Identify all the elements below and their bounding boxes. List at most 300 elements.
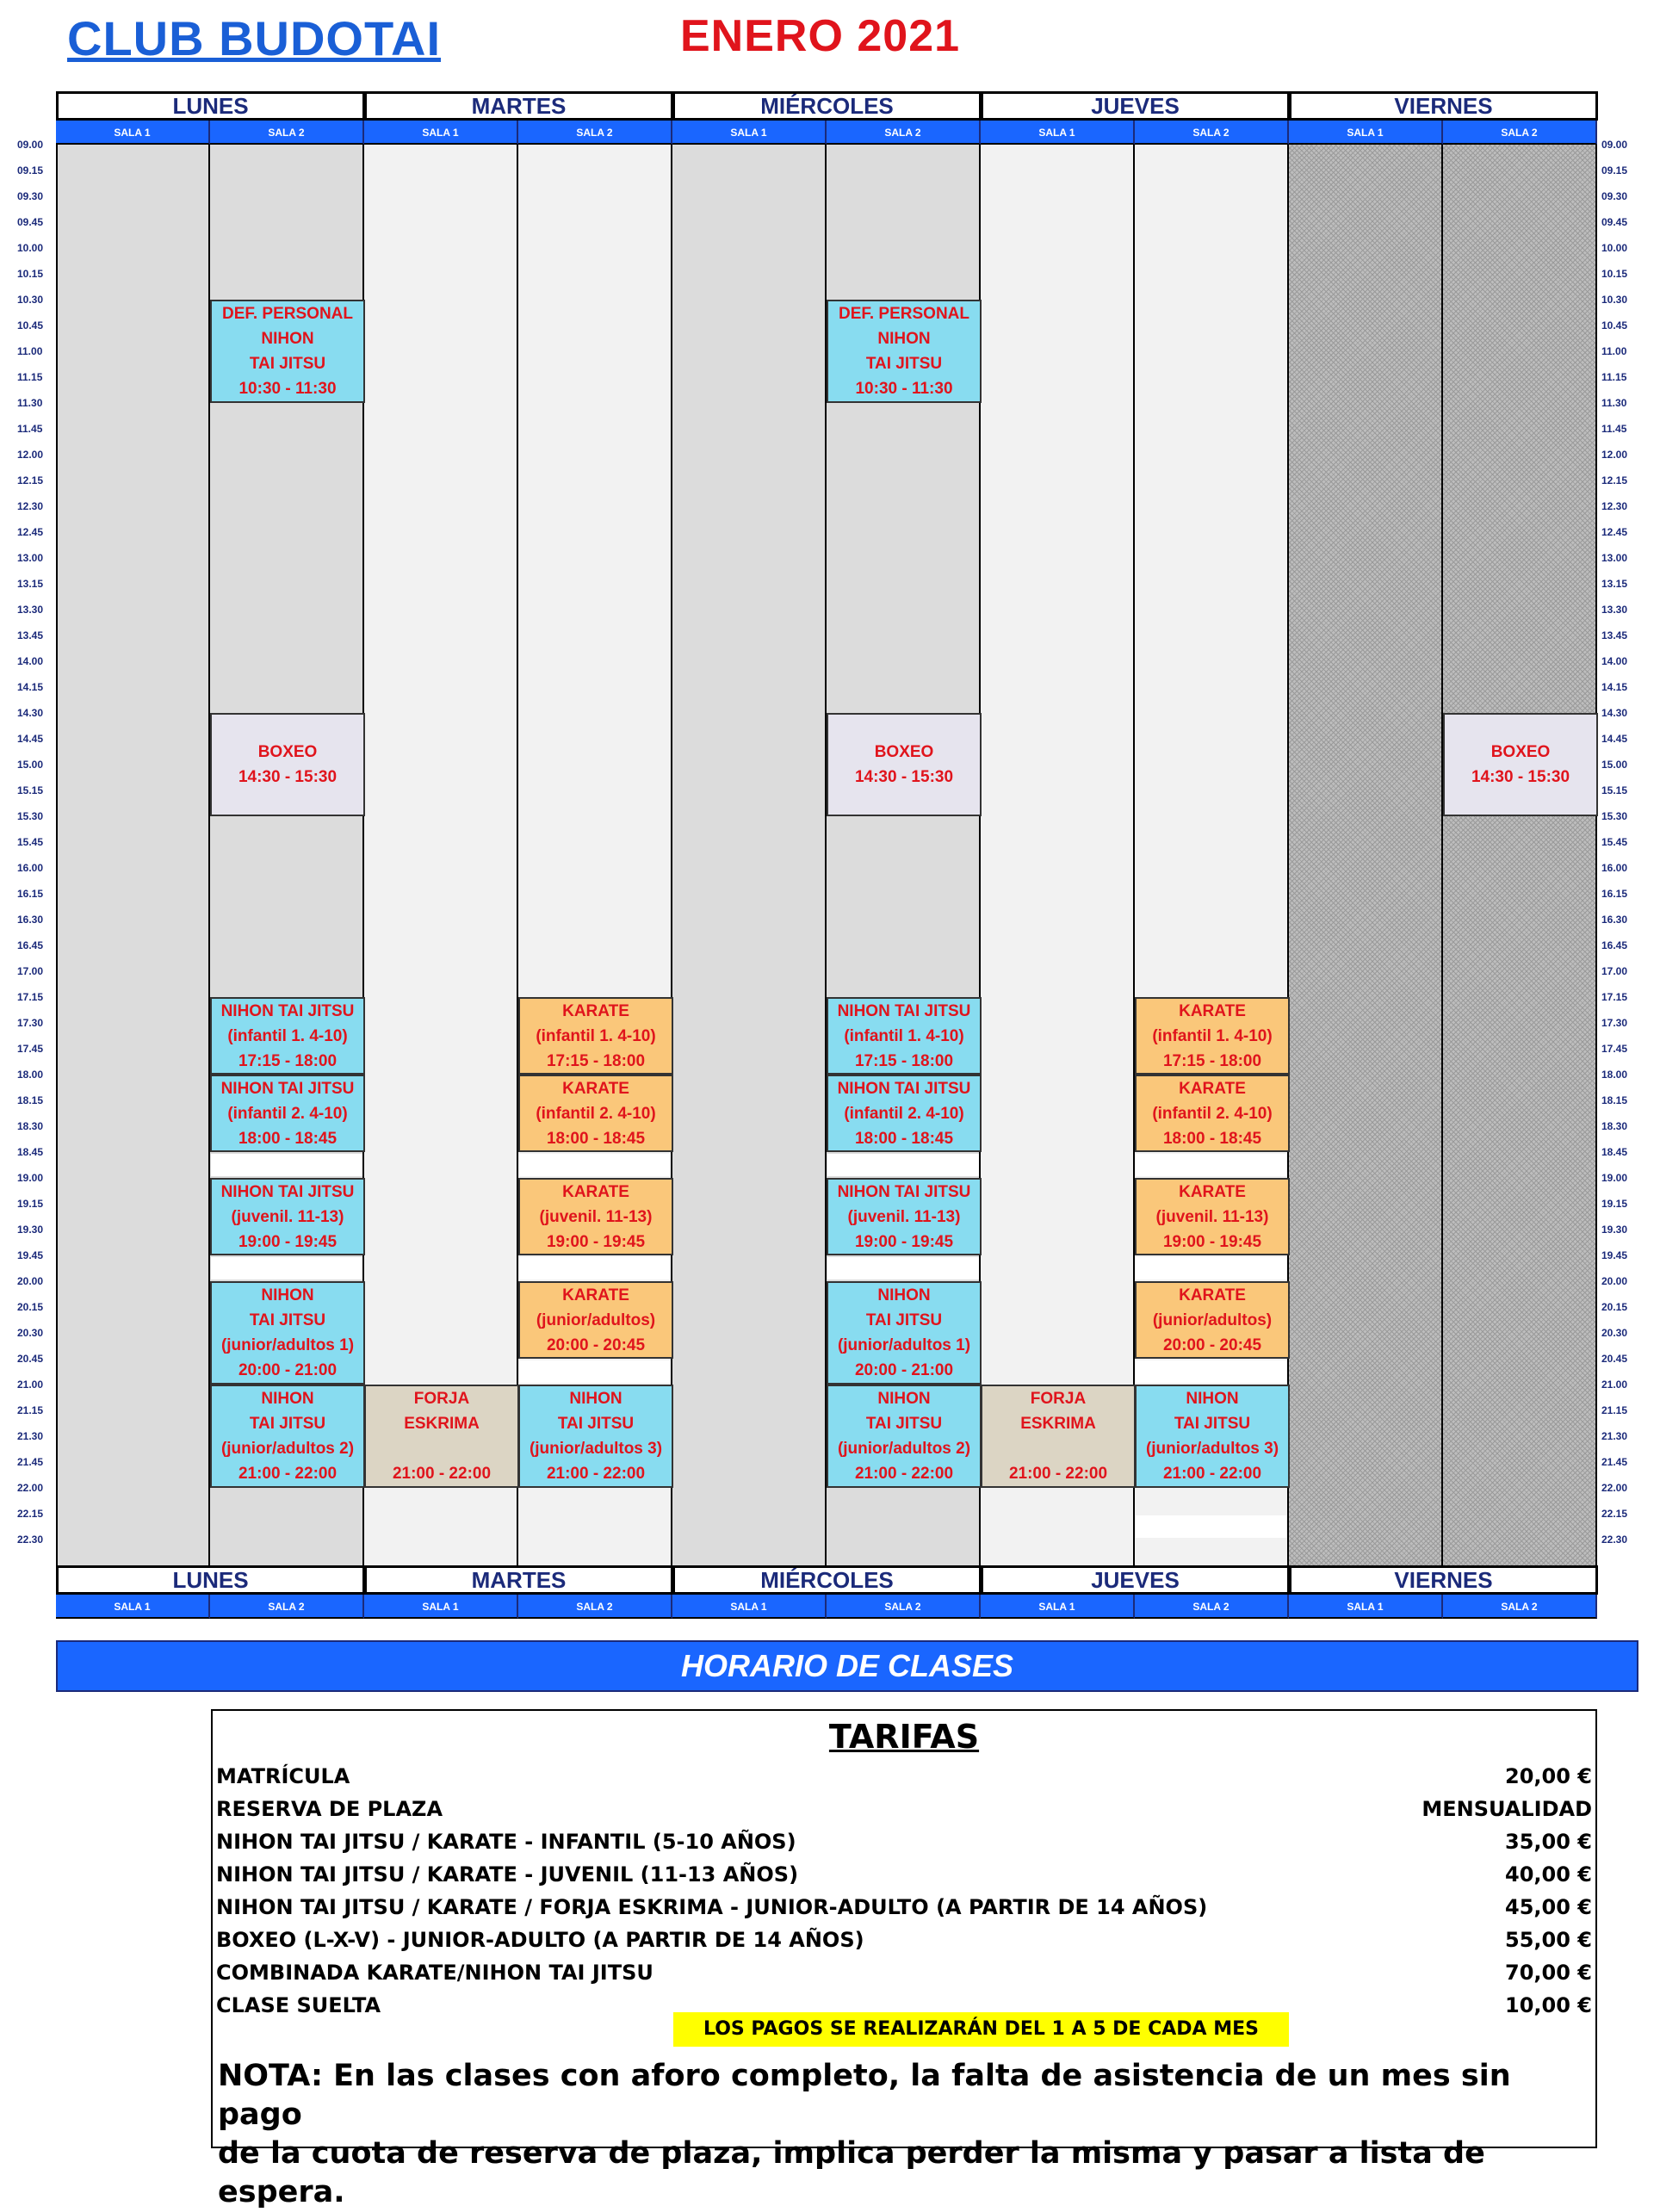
class-line: (infantil 1. 4-10) xyxy=(844,1026,964,1045)
time-label: 11.00 xyxy=(17,345,43,357)
time-label: 09.30 xyxy=(17,190,44,202)
time-label: 14.30 xyxy=(17,707,44,719)
class-line: 21:00 - 22:00 xyxy=(238,1465,338,1483)
class-line: NIHON TAI JITSU xyxy=(837,1001,971,1020)
class-block[interactable] xyxy=(210,713,365,816)
tarifa-label: RESERVA DE PLAZA xyxy=(216,1797,443,1821)
nota-line: de la cuota de reserva de plaza, implica perder la misma y pasar a lista de espera. xyxy=(218,2136,1485,2209)
schedule-column xyxy=(672,145,827,1565)
class-line: 18:00 - 18:45 xyxy=(546,1129,646,1148)
time-label: 12.00 xyxy=(1601,449,1628,461)
time-label: 15.00 xyxy=(1601,759,1628,771)
class-line: (junior/adultos 1) xyxy=(837,1336,971,1354)
class-block[interactable] xyxy=(518,1178,673,1255)
time-label: 18.45 xyxy=(1601,1146,1628,1158)
tarifa-price: 10,00 € xyxy=(1505,1993,1592,2017)
time-label: 13.00 xyxy=(17,552,44,564)
time-label: 13.00 xyxy=(1601,552,1628,564)
class-line: 21:00 - 22:00 xyxy=(546,1465,646,1483)
day-header-bottom: JUEVES xyxy=(981,1565,1290,1595)
sala-header: SALA 1 xyxy=(672,121,827,145)
tarifa-price: MENSUALIDAD xyxy=(1422,1797,1592,1821)
class-block[interactable] xyxy=(210,1385,365,1488)
time-label: 18.00 xyxy=(17,1069,44,1081)
class-line: (juvenil. 11-13) xyxy=(539,1207,653,1226)
time-label: 21.15 xyxy=(17,1404,44,1416)
class-block[interactable] xyxy=(827,713,982,816)
time-label: 20.00 xyxy=(1601,1275,1628,1287)
tarifa-row xyxy=(216,1895,1592,1926)
class-line: NIHON TAI JITSU xyxy=(220,1182,355,1201)
class-line: 10:30 - 11:30 xyxy=(855,380,953,398)
sala-header: SALA 1 xyxy=(1289,1595,1443,1619)
time-label: 14.45 xyxy=(17,733,44,745)
time-label: 17.15 xyxy=(17,991,44,1003)
tarifa-row xyxy=(216,1830,1592,1861)
sala-header: SALA 2 xyxy=(827,121,981,145)
tarifa-price: 35,00 € xyxy=(1505,1830,1592,1854)
class-line: 19:00 - 19:45 xyxy=(854,1232,954,1251)
empty-slot xyxy=(519,1257,671,1279)
day-header-bottom: MIÉRCOLES xyxy=(672,1565,982,1595)
time-label: 20.45 xyxy=(17,1353,44,1365)
sala-header: SALA 2 xyxy=(518,1595,672,1619)
class-line: KARATE xyxy=(562,1001,629,1020)
tarifa-label: CLASE SUELTA xyxy=(216,1993,381,2017)
class-block[interactable] xyxy=(210,1281,365,1385)
class-line: 17:15 - 18:00 xyxy=(1162,1051,1262,1070)
class-line: 18:00 - 18:45 xyxy=(854,1129,954,1148)
class-line: NIHON xyxy=(877,330,931,348)
time-label: 20.15 xyxy=(17,1301,44,1313)
time-label: 10.00 xyxy=(1601,242,1628,254)
time-label: 16.45 xyxy=(1601,939,1628,951)
class-line: 18:00 - 18:45 xyxy=(238,1129,338,1148)
class-line: TAI JITSU xyxy=(1174,1415,1251,1433)
time-label: 22.15 xyxy=(1601,1508,1628,1520)
schedule-column xyxy=(56,145,210,1565)
day-header: LUNES xyxy=(56,91,365,121)
sala-header: SALA 2 xyxy=(1135,121,1289,145)
nota-text xyxy=(218,2057,1595,2212)
time-label: 20.30 xyxy=(1601,1327,1628,1339)
empty-slot xyxy=(519,1154,671,1176)
day-header-bottom: LUNES xyxy=(56,1565,365,1595)
time-label: 16.00 xyxy=(17,862,44,874)
sala-header: SALA 2 xyxy=(210,121,364,145)
time-label: 18.15 xyxy=(17,1094,44,1106)
tarifa-row xyxy=(216,1961,1592,1992)
empty-slot xyxy=(827,1154,979,1176)
schedule-grid xyxy=(17,91,1628,1626)
class-line: FORJA xyxy=(413,1390,470,1408)
class-line: NIHON TAI JITSU xyxy=(837,1079,971,1098)
class-line: NIHON xyxy=(261,1390,314,1408)
time-label: 11.15 xyxy=(17,371,43,383)
time-label: 12.15 xyxy=(17,474,44,486)
class-line: (infantil 2. 4-10) xyxy=(536,1104,656,1123)
class-line: 17:15 - 18:00 xyxy=(238,1051,338,1070)
schedule-column xyxy=(1443,145,1597,1565)
time-label: 13.15 xyxy=(17,578,44,590)
class-block[interactable] xyxy=(1135,1385,1290,1488)
class-line: 14:30 - 15:30 xyxy=(238,768,338,786)
class-line: 10:30 - 11:30 xyxy=(238,380,337,398)
class-line: KARATE xyxy=(562,1079,629,1098)
sala-header: SALA 1 xyxy=(56,121,210,145)
class-line: DEF. PERSONAL xyxy=(838,305,970,323)
time-label: 11.45 xyxy=(17,423,43,435)
class-line: ESKRIMA xyxy=(404,1415,480,1433)
class-line: NIHON xyxy=(261,330,314,348)
class-block[interactable] xyxy=(1135,1075,1290,1152)
time-label: 09.15 xyxy=(17,164,44,177)
time-label: 17.45 xyxy=(17,1043,44,1055)
time-label: 10.45 xyxy=(1601,319,1628,331)
tarifa-price: 20,00 € xyxy=(1505,1764,1592,1788)
sala-header: SALA 1 xyxy=(981,1595,1135,1619)
club-title: CLUB BUDOTAI xyxy=(67,11,442,65)
class-block[interactable] xyxy=(1135,997,1290,1075)
time-label: 11.30 xyxy=(17,397,43,409)
class-line: (infantil 1. 4-10) xyxy=(227,1026,348,1045)
tarifa-price: 45,00 € xyxy=(1505,1895,1592,1919)
time-label: 21.30 xyxy=(17,1430,44,1442)
time-label: 13.30 xyxy=(1601,604,1628,616)
tarifa-row xyxy=(216,1993,1592,2024)
class-block[interactable] xyxy=(1443,713,1598,816)
class-line: 18:00 - 18:45 xyxy=(1162,1129,1262,1148)
class-block[interactable] xyxy=(827,1075,982,1152)
class-line: NIHON xyxy=(569,1390,622,1408)
time-label: 17.30 xyxy=(17,1017,44,1029)
time-label: 19.30 xyxy=(1601,1224,1628,1236)
class-line: (junior/adultos 3) xyxy=(1145,1440,1279,1458)
tarifa-price: 70,00 € xyxy=(1505,1961,1592,1985)
class-line: TAI JITSU xyxy=(249,1415,326,1433)
class-line: TAI JITSU xyxy=(865,355,943,373)
tarifa-row xyxy=(216,1928,1592,1959)
time-label: 11.45 xyxy=(1601,423,1627,435)
class-line: KARATE xyxy=(1179,1182,1246,1201)
class-block[interactable] xyxy=(827,1281,982,1385)
time-label: 20.30 xyxy=(17,1327,44,1339)
class-line: (junior/adultos) xyxy=(536,1310,656,1329)
time-label: 22.30 xyxy=(17,1534,44,1546)
time-label: 18.15 xyxy=(1601,1094,1628,1106)
class-line: 20:00 - 21:00 xyxy=(854,1361,954,1379)
class-block[interactable] xyxy=(981,1385,1136,1488)
schedule-banner: HORARIO DE CLASES xyxy=(56,1640,1638,1692)
time-label: 12.30 xyxy=(1601,500,1628,512)
class-block[interactable] xyxy=(827,1178,982,1255)
sala-header: SALA 2 xyxy=(827,1595,981,1619)
time-label: 15.30 xyxy=(1601,810,1628,822)
sala-header: SALA 1 xyxy=(56,1595,210,1619)
tarifa-row xyxy=(216,1862,1592,1893)
time-label: 22.00 xyxy=(1601,1482,1628,1494)
empty-slot xyxy=(827,1257,979,1279)
time-label: 18.30 xyxy=(1601,1120,1628,1132)
time-label: 14.00 xyxy=(1601,655,1628,667)
class-line: NIHON TAI JITSU xyxy=(220,1079,355,1098)
time-label: 15.15 xyxy=(1601,784,1628,796)
class-line: 17:15 - 18:00 xyxy=(854,1051,954,1070)
class-line: (juvenil. 11-13) xyxy=(847,1207,961,1226)
time-label: 09.30 xyxy=(1601,190,1628,202)
time-label: 22.30 xyxy=(1601,1534,1628,1546)
class-line: DEF. PERSONAL xyxy=(221,305,354,323)
time-label: 10.15 xyxy=(17,268,44,280)
class-line: 21:00 - 22:00 xyxy=(392,1465,492,1483)
time-label: 20.15 xyxy=(1601,1301,1628,1313)
class-line: BOXEO xyxy=(874,743,934,761)
sala-header: SALA 1 xyxy=(672,1595,827,1619)
time-label: 14.00 xyxy=(17,655,44,667)
tarifa-row xyxy=(216,1797,1592,1828)
tarifa-label: NIHON TAI JITSU / KARATE / FORJA ESKRIMA - JUNIOR-ADULTO (A PARTIR DE 14 AÑOS) xyxy=(216,1895,1208,1919)
class-line: 14:30 - 15:30 xyxy=(1471,768,1570,786)
time-label: 17.00 xyxy=(1601,965,1628,977)
time-label: 16.00 xyxy=(1601,862,1628,874)
class-block[interactable] xyxy=(1135,1178,1290,1255)
sala-header: SALA 1 xyxy=(364,1595,518,1619)
time-label: 18.00 xyxy=(1601,1069,1628,1081)
time-label: 21.30 xyxy=(1601,1430,1628,1442)
time-label: 09.45 xyxy=(1601,216,1628,228)
class-line xyxy=(366,1436,517,1461)
class-line: (junior/adultos 2) xyxy=(220,1440,355,1458)
class-line: 19:00 - 19:45 xyxy=(546,1232,646,1251)
time-label: 21.15 xyxy=(1601,1404,1628,1416)
class-line: (juvenil. 11-13) xyxy=(231,1207,344,1226)
class-line xyxy=(982,1436,1134,1461)
time-label: 14.30 xyxy=(1601,707,1628,719)
time-label: 21.45 xyxy=(1601,1456,1628,1468)
class-line: NIHON TAI JITSU xyxy=(220,1001,355,1020)
time-label: 19.15 xyxy=(1601,1198,1628,1210)
sala-header: SALA 2 xyxy=(1443,121,1597,145)
class-line: (junior/adultos 1) xyxy=(220,1336,355,1354)
class-line: 19:00 - 19:45 xyxy=(238,1232,338,1251)
time-label: 10.15 xyxy=(1601,268,1628,280)
time-label: 19.00 xyxy=(17,1172,44,1184)
class-line: TAI JITSU xyxy=(249,355,326,373)
time-label: 10.45 xyxy=(17,319,44,331)
time-label: 09.45 xyxy=(17,216,44,228)
time-label: 12.45 xyxy=(17,526,44,538)
class-line: (infantil 2. 4-10) xyxy=(844,1104,964,1123)
time-label: 22.15 xyxy=(17,1508,44,1520)
class-line: 21:00 - 22:00 xyxy=(1008,1465,1108,1483)
empty-slot xyxy=(1136,1515,1287,1538)
time-label: 20.00 xyxy=(17,1275,44,1287)
schedule-column xyxy=(1289,145,1443,1565)
class-line: ESKRIMA xyxy=(1020,1415,1096,1433)
time-label: 11.00 xyxy=(1601,345,1627,357)
time-label: 21.45 xyxy=(17,1456,44,1468)
time-label: 09.00 xyxy=(1601,139,1628,151)
tarifa-price: 40,00 € xyxy=(1505,1862,1592,1887)
time-label: 21.00 xyxy=(17,1379,44,1391)
class-line: 20:00 - 20:45 xyxy=(546,1335,646,1354)
class-line: (infantil 1. 4-10) xyxy=(1152,1026,1273,1045)
time-label: 17.45 xyxy=(1601,1043,1628,1055)
time-label: 14.45 xyxy=(1601,733,1628,745)
class-line: 17:15 - 18:00 xyxy=(546,1051,646,1070)
day-header: VIERNES xyxy=(1289,91,1598,121)
class-line: TAI JITSU xyxy=(557,1415,635,1433)
class-line: KARATE xyxy=(1179,1079,1246,1098)
class-line: 14:30 - 15:30 xyxy=(854,768,954,786)
empty-slot xyxy=(1136,1154,1287,1176)
tarifas-panel xyxy=(211,1709,1597,2209)
class-line: (junior/adultos 3) xyxy=(529,1440,663,1458)
class-line: 20:00 - 21:00 xyxy=(238,1361,338,1379)
class-line: NIHON xyxy=(877,1390,931,1408)
time-label: 19.15 xyxy=(17,1198,44,1210)
tarifas-title: TARIFAS xyxy=(828,1718,980,1756)
class-block[interactable] xyxy=(518,1281,673,1359)
day-header: MARTES xyxy=(364,91,673,121)
class-block[interactable] xyxy=(1135,1281,1290,1359)
time-label: 12.00 xyxy=(17,449,44,461)
class-block[interactable] xyxy=(518,997,673,1075)
empty-slot xyxy=(1136,1257,1287,1279)
time-label: 12.30 xyxy=(17,500,44,512)
time-label: 19.45 xyxy=(1601,1249,1628,1261)
time-label: 19.45 xyxy=(17,1249,44,1261)
time-label: 19.00 xyxy=(1601,1172,1628,1184)
time-label: 12.45 xyxy=(1601,526,1628,538)
time-label: 18.45 xyxy=(17,1146,44,1158)
empty-slot xyxy=(211,1154,362,1176)
class-block[interactable] xyxy=(210,1075,365,1152)
time-label: 09.15 xyxy=(1601,164,1628,177)
class-line: NIHON xyxy=(877,1286,931,1304)
time-label: 15.30 xyxy=(17,810,44,822)
class-line: TAI JITSU xyxy=(865,1415,943,1433)
nota-line: NOTA: En las clases con aforo completo, la falta de asistencia de un mes sin pago xyxy=(218,2059,1511,2132)
time-label: 19.30 xyxy=(17,1224,44,1236)
time-label: 10.30 xyxy=(17,294,44,306)
class-block[interactable] xyxy=(827,300,982,403)
tarifa-label: NIHON TAI JITSU / KARATE - INFANTIL (5-10 AÑOS) xyxy=(216,1830,796,1854)
class-line: KARATE xyxy=(1179,1001,1246,1020)
time-label: 16.45 xyxy=(17,939,44,951)
time-label: 17.00 xyxy=(17,965,44,977)
class-line: TAI JITSU xyxy=(865,1311,943,1329)
class-block[interactable] xyxy=(210,300,365,403)
time-label: 17.15 xyxy=(1601,991,1628,1003)
class-block[interactable] xyxy=(827,997,982,1075)
time-label: 20.45 xyxy=(1601,1353,1628,1365)
class-line: (juvenil. 11-13) xyxy=(1155,1207,1269,1226)
time-label: 11.30 xyxy=(1601,397,1627,409)
class-line: BOXEO xyxy=(1490,743,1551,761)
time-label: 09.00 xyxy=(17,139,44,151)
time-label: 16.15 xyxy=(17,888,44,900)
sala-header: SALA 2 xyxy=(518,121,672,145)
tarifa-label: BOXEO (L-X-V) - JUNIOR-ADULTO (A PARTIR DE 14 AÑOS) xyxy=(216,1928,864,1952)
class-line: KARATE xyxy=(562,1286,629,1304)
class-line: FORJA xyxy=(1030,1390,1087,1408)
time-label: 18.30 xyxy=(17,1120,44,1132)
class-line: NIHON xyxy=(261,1286,314,1304)
time-label: 14.15 xyxy=(1601,681,1628,693)
class-block[interactable] xyxy=(364,1385,519,1488)
tarifa-label: NIHON TAI JITSU / KARATE - JUVENIL (11-13 AÑOS) xyxy=(216,1862,799,1887)
tarifa-row xyxy=(216,1764,1592,1795)
empty-slot xyxy=(1136,1360,1287,1383)
class-line: (infantil 1. 4-10) xyxy=(536,1026,656,1045)
sala-header: SALA 2 xyxy=(1443,1595,1597,1619)
class-block[interactable] xyxy=(210,1178,365,1255)
class-line: 21:00 - 22:00 xyxy=(1162,1465,1262,1483)
sala-header: SALA 1 xyxy=(1289,121,1443,145)
time-label: 10.30 xyxy=(1601,294,1628,306)
time-label: 15.45 xyxy=(1601,836,1628,848)
time-label: 11.15 xyxy=(1601,371,1627,383)
class-line: BOXEO xyxy=(257,743,318,761)
time-label: 16.15 xyxy=(1601,888,1628,900)
time-label: 22.00 xyxy=(17,1482,44,1494)
class-line: 19:00 - 19:45 xyxy=(1162,1232,1262,1251)
class-line: TAI JITSU xyxy=(249,1311,326,1329)
schedule-column xyxy=(981,145,1135,1565)
class-block[interactable] xyxy=(827,1385,982,1488)
time-label: 15.15 xyxy=(17,784,44,796)
payment-notice: LOS PAGOS SE REALIZARÁN DEL 1 A 5 DE CADA MES xyxy=(673,2012,1289,2047)
empty-slot xyxy=(519,1360,671,1383)
time-label: 15.00 xyxy=(17,759,44,771)
time-label: 15.45 xyxy=(17,836,44,848)
time-label: 13.15 xyxy=(1601,578,1628,590)
time-label: 13.30 xyxy=(17,604,44,616)
tarifa-price: 55,00 € xyxy=(1505,1928,1592,1952)
class-block[interactable] xyxy=(518,1385,673,1488)
class-line: (infantil 2. 4-10) xyxy=(227,1104,348,1123)
day-header-bottom: VIERNES xyxy=(1289,1565,1598,1595)
sala-header: SALA 2 xyxy=(210,1595,364,1619)
class-line: (junior/adultos) xyxy=(1152,1310,1273,1329)
sala-header: SALA 1 xyxy=(364,121,518,145)
empty-slot xyxy=(211,1257,362,1279)
class-block[interactable] xyxy=(518,1075,673,1152)
class-line: KARATE xyxy=(1179,1286,1246,1304)
time-label: 12.15 xyxy=(1601,474,1628,486)
day-header-bottom: MARTES xyxy=(364,1565,673,1595)
time-label: 13.45 xyxy=(1601,629,1628,641)
class-line: (infantil 2. 4-10) xyxy=(1152,1104,1273,1123)
time-label: 16.30 xyxy=(1601,914,1628,926)
time-label: 21.00 xyxy=(1601,1379,1628,1391)
tarifa-label: MATRÍCULA xyxy=(216,1764,350,1788)
time-label: 14.15 xyxy=(17,681,44,693)
schedule-column xyxy=(364,145,518,1565)
time-label: 16.30 xyxy=(17,914,44,926)
time-label: 10.00 xyxy=(17,242,44,254)
class-line: NIHON xyxy=(1186,1390,1239,1408)
class-line: 20:00 - 20:45 xyxy=(1162,1335,1262,1354)
sala-header: SALA 1 xyxy=(981,121,1135,145)
class-line: (junior/adultos 2) xyxy=(837,1440,971,1458)
time-label: 13.45 xyxy=(17,629,44,641)
class-line: KARATE xyxy=(562,1182,629,1201)
class-block[interactable] xyxy=(210,997,365,1075)
time-label: 17.30 xyxy=(1601,1017,1628,1029)
tarifa-label: COMBINADA KARATE/NIHON TAI JITSU xyxy=(216,1961,653,1985)
